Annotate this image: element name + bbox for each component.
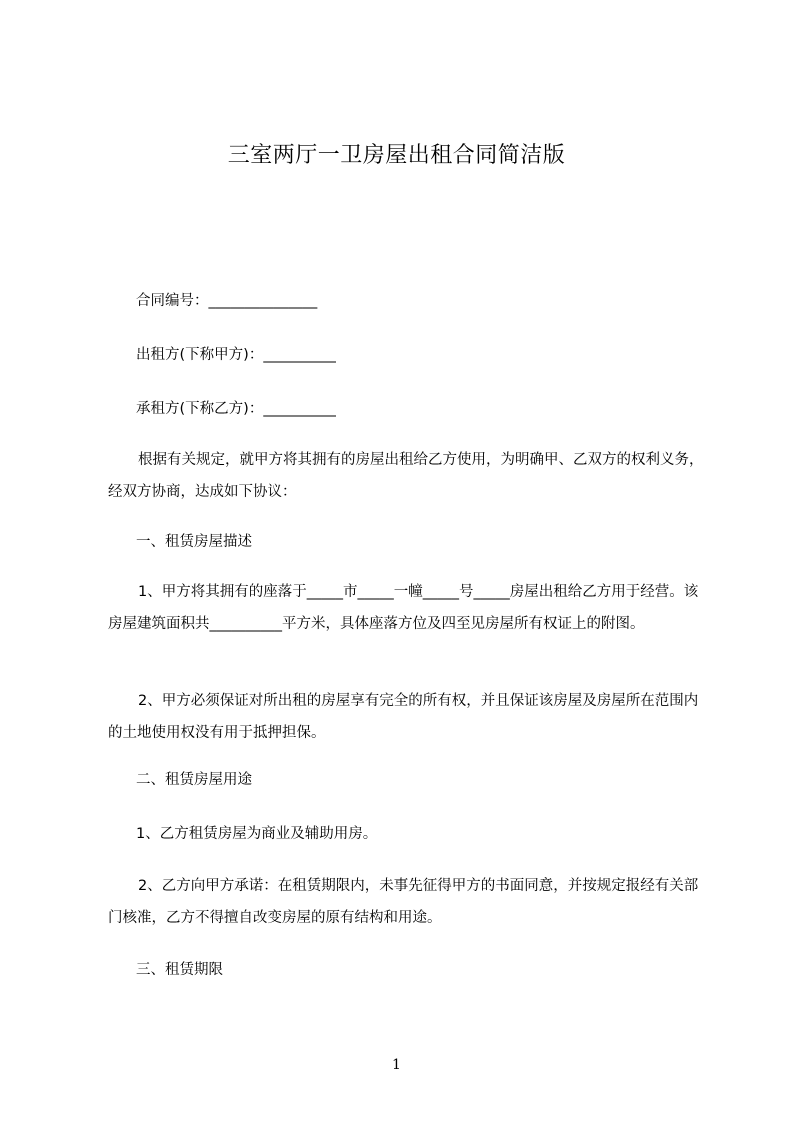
section-2-item-2: 2、乙方向甲方承诺：在租赁期限内，未事先征得甲方的书面同意，并按规定报经有关部门核准，乙方不得擅自改变房屋的原有结构和用途。 — [108, 878, 699, 926]
section-2-heading: 二、租赁房屋用途 — [136, 772, 252, 788]
lessor-line: 出租方(下称甲方)：__________ — [136, 347, 336, 363]
section-3-heading: 三、租赁期限 — [136, 962, 223, 978]
section-1-heading: 一、租赁房屋描述 — [136, 534, 252, 550]
preamble-paragraph: 根据有关规定，就甲方将其拥有的房屋出租给乙方使用，为明确甲、乙双方的权利义务，经双方协商，达成如下协议： — [108, 452, 704, 500]
section-1-item-1: 1、甲方将其拥有的座落于_____市_____一幢_____号_____房屋出租给乙方用于经营。该房屋建筑面积共__________平方米，具体座落方位及四至见房屋所有权证上的附图。 — [108, 584, 699, 632]
contract-number-line: 合同编号：_______________ — [136, 293, 318, 309]
page-number: 1 — [392, 1057, 401, 1073]
section-1-item-2: 2、甲方必须保证对所出租的房屋享有完全的所有权，并且保证该房屋及房屋所在范围内的土地使用权没有用于抵押担保。 — [108, 693, 699, 741]
lessee-line: 承租方(下称乙方)：__________ — [136, 401, 336, 417]
section-2-item-1: 1、乙方租赁房屋为商业及辅助用房。 — [136, 826, 378, 842]
document-title: 三室两厅一卫房屋出租合同简洁版 — [227, 143, 566, 168]
